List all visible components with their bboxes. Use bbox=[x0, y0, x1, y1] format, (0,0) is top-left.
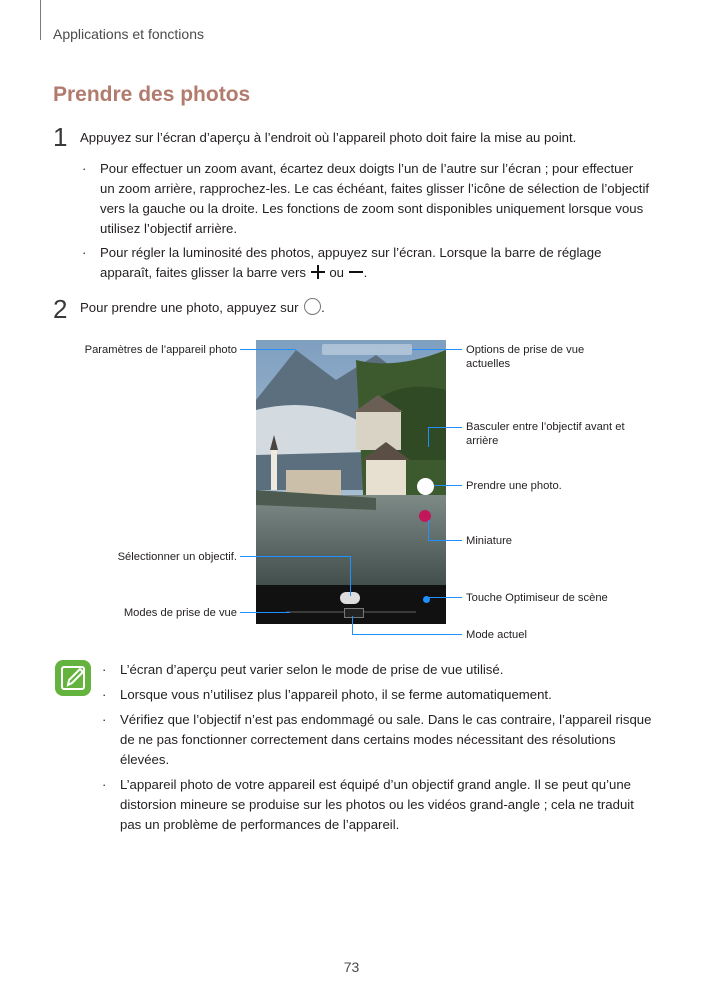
callout-line bbox=[428, 540, 462, 541]
bullet-line-with-icons: apparaît, faites glisser la barre vers ou . bbox=[100, 265, 368, 280]
callout-line bbox=[428, 520, 429, 540]
bullet-line: utilisez l’objectif arrière. bbox=[100, 221, 238, 236]
bullet-line: Pour régler la luminosité des photos, appuyez sur l’écran. Lorsque la barre de réglage bbox=[100, 245, 602, 260]
callout-line bbox=[434, 485, 462, 486]
callout-scene-optimizer: Touche Optimiseur de scène bbox=[466, 592, 608, 604]
step-number-2: 2 bbox=[53, 294, 68, 324]
bullet-line: un zoom arrière, rapprochez-les. Le cas échéant, faites glisser l’icône de sélection de l’objectif bbox=[100, 181, 650, 196]
callout-line bbox=[352, 634, 462, 635]
callout-current-mode: Mode actuel bbox=[466, 629, 527, 641]
callout-switch-lens: Basculer entre l’objectif avant et arrière bbox=[466, 421, 625, 447]
callout-line bbox=[428, 427, 429, 447]
page-title: Prendre des photos bbox=[53, 83, 251, 106]
callout-line bbox=[350, 556, 351, 596]
bullet-line: Pour effectuer un zoom avant, écartez deux doigts l’un de l’autre sur l’écran ; pour effectuer bbox=[100, 161, 634, 176]
current-mode-indicator bbox=[344, 608, 364, 618]
section-header: Applications et fonctions bbox=[53, 26, 204, 42]
step-1-text: Appuyez sur l’écran d’aperçu à l’endroit où l’appareil photo doit faire la mise au point. bbox=[80, 130, 577, 145]
margin-rule bbox=[40, 0, 41, 40]
callout-line bbox=[240, 556, 350, 557]
note-icon bbox=[55, 660, 91, 696]
step-1-bullet-brightness: · Pour régler la luminosité des photos, appuyez sur l’écran. Lorsque la barre de réglage apparaît, faites glisser la barre vers ou . bbox=[100, 243, 660, 283]
callout-line bbox=[428, 597, 462, 598]
page-number: 73 bbox=[343, 959, 360, 975]
note-item: · L’écran d’aperçu peut varier selon le mode de prise de vue utilisé. bbox=[102, 662, 504, 677]
callout-camera-settings: Paramètres de l’appareil photo bbox=[84, 344, 237, 356]
shutter-button[interactable] bbox=[417, 478, 434, 495]
note-item: · Vérifiez que l’objectif n’est pas endommagé ou sale. Dans le cas contraire, l’appareil risque de ne pas fonctionner correctement dans certains modes nécessitant des résolutions élevées. bbox=[102, 712, 652, 767]
minus-icon bbox=[349, 265, 363, 279]
callout-shooting-options: Options de prise de vue actuelles bbox=[466, 344, 585, 370]
step-2-text: Pour prendre une photo, appuyez sur . bbox=[80, 300, 325, 315]
callout-shooting-modes: Modes de prise de vue bbox=[123, 607, 237, 619]
note-item: · Lorsque vous n’utilisez plus l’appareil photo, il se ferme automatiquement. bbox=[102, 687, 552, 702]
note-item: · L’appareil photo de votre appareil est équipé d’un objectif grand angle. Il se peut qu’une distorsion mineure se produise sur les photos ou les vidéos grand-angle ; cela ne traduit pas un problème de performances de l’appareil. bbox=[102, 777, 634, 832]
bullet-line: vers la gauche ou la droite. Les fonctions de zoom sont disponibles uniquement lorsque vous bbox=[100, 201, 644, 216]
plus-icon bbox=[311, 265, 325, 279]
callout-thumbnail: Miniature bbox=[466, 535, 513, 547]
callout-line bbox=[240, 612, 290, 613]
callout-line bbox=[428, 427, 462, 428]
callout-take-photo: Prendre une photo. bbox=[466, 480, 562, 492]
top-options-bar[interactable] bbox=[322, 344, 412, 355]
step-number-1: 1 bbox=[53, 122, 68, 152]
callout-select-lens: Sélectionner un objectif. bbox=[117, 551, 237, 563]
callout-line bbox=[412, 349, 462, 350]
step-1-bullet-zoom: · Pour effectuer un zoom avant, écartez deux doigts l’un de l’autre sur l’écran ; pour effectuer un zoom arrière, rapprochez-les. Le cas échéant, faites glisser l’icône de sélection de l’objectif vers la gauche ou la droite. Les fonctions de zoom sont disponibles uniquement lorsque vous utilisez l’objectif arrière. bbox=[100, 159, 660, 239]
callout-line bbox=[240, 349, 296, 350]
shutter-button-icon bbox=[304, 298, 321, 315]
callout-line bbox=[352, 616, 353, 634]
